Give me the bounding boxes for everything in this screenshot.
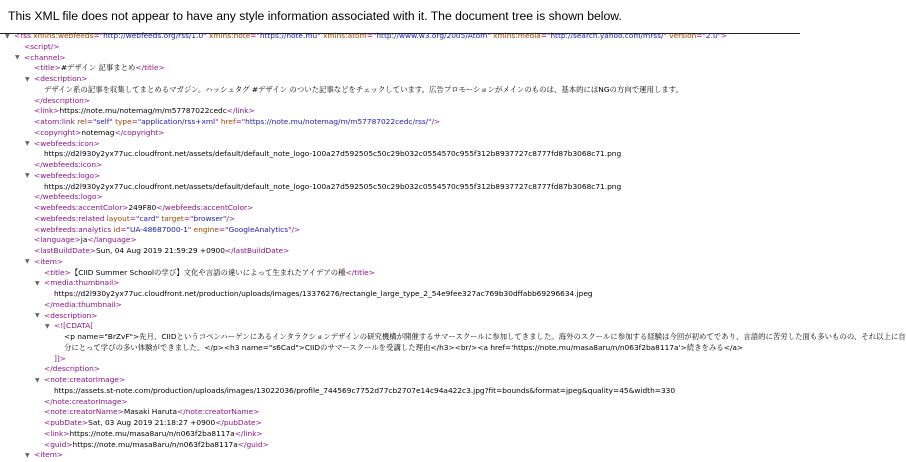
xml-tag: =" [250,31,260,40]
xml-line [24,53,66,64]
xml-attr-name: xmlns:media [493,31,541,40]
xml-tag: <channel> [24,52,66,62]
collapse-toggle-icon[interactable]: ▼ [15,54,20,61]
xml-text: 249F80 [128,203,157,212]
xml-tag: </title> [135,63,165,73]
xml-line [34,246,289,257]
xml-tag: =" [131,117,142,126]
xml-tag: <atom:link [34,117,78,126]
xml-attr-value: https://note.mu/notemag/m/m57787022cedc/rss/ [245,117,429,126]
xml-attr-name: rel [77,117,87,126]
xml-line [34,128,164,139]
xml-line [44,397,128,408]
xml-tag: "> [717,31,728,40]
collapse-toggle-icon[interactable]: ▼ [25,140,30,147]
xml-text: Sat, 03 Aug 2019 21:18:27 +0900 [88,418,216,427]
xml-tag: <link> [44,428,70,438]
xml-text: notemag [81,127,115,137]
xml-line [34,160,102,171]
xml-line [44,407,259,418]
xml-tag: <title> [34,63,61,73]
xml-tag: <media:thumbnail> [44,278,120,288]
xml-tag: =" [218,224,229,234]
xml-text: https://note.mu/masa8aru/n/n063f2ba8117a [72,439,238,449]
xml-tag: <note:creatorName> [44,407,124,417]
xml-text: デザイン系の記事を収集してまとめるマガジン。ハッシュタグ #デザイン のついた記事などをチェックしています。広告プロモーションがメインのものは、基本的にはNGの方向で運用します。 [44,84,683,94]
xml-tag: ]]> [54,353,66,363]
xml-tag: </webfeeds:accentColor> [156,203,254,212]
xml-line [44,149,621,160]
xml-tag: <item> [34,256,64,266]
xml-tag: </note:creatorName> [177,407,260,417]
xml-attr-value: 2.0 [705,31,718,40]
xml-line [34,235,137,246]
xml-tag: <description> [44,310,98,320]
xml-tag: </copyright> [114,127,165,137]
collapse-toggle-icon[interactable]: ▼ [5,32,10,40]
xml-line [34,192,103,203]
xml-line [34,117,440,128]
xml-line [44,311,97,322]
xml-tag: </link> [226,106,255,116]
xml-tag: =" [129,213,140,223]
xml-tag: <webfeeds:analytics [34,224,114,234]
xml-tag: <script/> [24,41,60,51]
xml-tag: " [317,31,323,40]
xml-tag: =" [366,31,377,40]
xml-text: https://d2l930y2yx77uc.cloudfront.net/production/uploads/images/13376276/rectangle_large_type_2_54e9fee327ac769b30dffabb69296634.jpeg [54,289,593,298]
xml-line [54,289,593,300]
xml-tag: <![CDATA[ [54,321,94,331]
xml-line [44,418,262,429]
xml-attr-name: engine [193,224,219,234]
xml-tag: =" [86,117,97,126]
xml-line [34,63,165,74]
xml-tag: " [155,213,162,223]
xml-tag: <pubDate> [44,418,89,427]
xml-attr-name: xmlns:atom [322,31,367,40]
xml-line [64,332,906,343]
xml-line [34,225,300,236]
xml-tag: =" [235,117,246,126]
xml-line [44,268,375,279]
xml-tag: <webfeeds:accentColor> [34,203,129,212]
xml-text: https://d2l930y2yx77uc.cloudfront.net/assets/default/default_note_logo-100a27d592505c50c29b032c0554570c955f312b8937727c8777fd87b3068c71.png [44,181,622,191]
xml-tag: </link> [234,428,263,438]
collapse-toggle-icon[interactable]: ▼ [25,75,30,83]
xml-line [44,182,621,193]
xml-tag: </note:creatorImage> [44,396,128,406]
xml-tag: <webfeeds:logo> [34,170,101,180]
xml-tag: </description> [34,95,90,105]
xml-tag: </pubDate> [215,418,262,427]
xml-line [34,203,253,214]
xml-line [44,85,683,96]
xml-tag: =" [120,224,130,234]
xml-line [44,440,269,451]
xml-tag: =" [540,31,551,40]
xml-tag: <guid> [44,439,73,449]
xml-tag: </webfeeds:logo> [34,192,103,202]
xml-tag: <title> [44,267,71,277]
xml-text: Sun, 04 Aug 2019 21:59:29 +0900 [95,246,225,255]
xml-attr-value: UA-48687000-1 [129,224,188,234]
collapse-toggle-icon[interactable]: ▼ [35,376,40,384]
collapse-toggle-icon[interactable]: ▼ [25,172,30,180]
xml-tag: <link> [34,106,60,116]
xml-attr-value: https://note.mu [259,31,318,40]
xml-text: https://d2l930y2yx77uc.cloudfront.net/assets/default/default_note_logo-100a27d592505c50c29b032c0554570c955f312b8937727c8777fd87b3068c71.png [44,149,622,159]
xml-tag: </media:thumbnail> [44,299,122,309]
collapse-toggle-icon[interactable]: ▼ [35,279,40,287]
xml-line [34,74,87,85]
xml-text: Masaki Haruta [123,407,178,417]
xml-text: #デザイン 記事まとめ [60,63,136,73]
xml-tag: <copyright> [34,127,82,137]
xml-tag: <rss [14,31,34,40]
xml-attr-value: self [96,117,110,126]
xml-line [54,386,675,397]
xml-tag: <note:creatorImage> [44,375,126,384]
xml-text: 【CIID Summer Schoolの学び】文化や言語の違いによって生まれたアイデアの種 [70,267,346,277]
xml-tag: " [109,117,116,126]
xml-tag: <item> [34,450,64,460]
xml-tag: =" [696,31,706,40]
xml-line [54,321,93,332]
xml-attr-value: browser [193,213,223,223]
xml-attr-value: card [139,213,156,223]
xml-attr-name: xmlns:webfeeds [33,31,94,40]
collapse-toggle-icon[interactable]: ▼ [25,451,30,459]
xml-text: ja [80,235,88,245]
collapse-toggle-icon[interactable]: ▼ [35,312,40,319]
xml-tag: <lastBuildDate> [34,246,96,255]
xml-tag: "/> [428,117,441,126]
xml-tag: =" [183,213,194,223]
xml-line [44,278,119,289]
xml-line [14,31,727,42]
xml-tag: <webfeeds:related [34,213,107,223]
xml-line [44,364,100,375]
xml-line [24,42,59,53]
xml-line [34,96,90,107]
xml-line [34,139,100,150]
xml-attr-name: layout [106,213,130,223]
xml-line [64,343,743,354]
xml-attr-value: application/rss+xml [141,117,216,126]
xml-attr-name: version [669,31,697,40]
xml-notice-banner [0,0,800,34]
xml-line [34,257,63,268]
xml-tag: " [487,31,494,40]
xml-tag: </lastBuildDate> [224,246,290,255]
xml-tag: <description> [34,74,88,83]
xml-text: <p name="BrZvF">先月、CIIDというコペンハーゲンにあるインタラクションデザインの研究機構が開催するサマースクールに参加してきました。海外のスクールに参加する経験は今回が初めてであり、言語的に苦労した面も多いものの、それ以上に自 [64,332,906,341]
xml-line [34,171,100,182]
xml-tag: " [203,31,209,40]
xml-attr-name: type [115,117,132,126]
xml-tag: "/> [288,224,301,234]
xml-text: https://assets.st-note.com/production/uploads/images/13022036/profile_744569c7752d77cb2707e14c94a422c3.jpg?fit=bounds&format=jpeg&quality=45&width=330 [54,385,676,395]
xml-tag: <webfeeds:icon> [34,138,100,148]
xml-tag: =" [93,31,104,40]
xml-line [44,375,125,386]
xml-notice-text: This XML file does not appear to have any style information associated with it. The document tree is shown below. [8,9,622,23]
xml-tag: </webfeeds:icon> [34,160,103,169]
xml-tag: </language> [87,235,137,245]
xml-tag: </description> [44,364,100,374]
xml-tag: " [663,31,670,40]
xml-line [44,300,122,311]
xml-tag: </title> [345,267,375,277]
xml-line [54,354,66,365]
xml-tag: " [187,224,194,234]
xml-text: 分にとって学びの多い体験ができました。</p><h3 name="s6Cad">CIIDのサマースクールを受講した理由</h3><br/><a href='https://note.mu/masa8aru/n/n063f2ba8117a'>続きをみる</a> [64,342,744,352]
xml-attr-value: http://www.w3.org/2005/Atom [376,31,488,40]
xml-attr-value: http://webfeeds.org/rss/1.0 [103,31,204,40]
xml-text: https://note.mu/masa8aru/n/n063f2ba8117a [69,428,235,438]
xml-line [34,106,255,117]
xml-attr-value: http://search.yahoo.com/mrss/ [550,31,664,40]
xml-line [44,429,263,440]
xml-tag: <language> [34,235,81,245]
collapse-toggle-icon[interactable]: ▼ [45,322,50,330]
xml-line [34,214,235,225]
xml-tag: " [215,117,221,126]
xml-attr-name: xmlns:note [208,31,251,40]
xml-attr-name: target [161,213,184,223]
collapse-toggle-icon[interactable]: ▼ [25,258,30,266]
xml-tag: "/> [222,213,236,223]
xml-attr-value: GoogleAnalytics [228,224,289,234]
xml-attr-name: id [113,224,121,234]
xml-tag: </guid> [237,439,269,449]
xml-line [34,450,63,461]
xml-text: https://note.mu/notemag/m/m57787022cedc [59,106,227,116]
xml-attr-name: href [220,117,236,126]
